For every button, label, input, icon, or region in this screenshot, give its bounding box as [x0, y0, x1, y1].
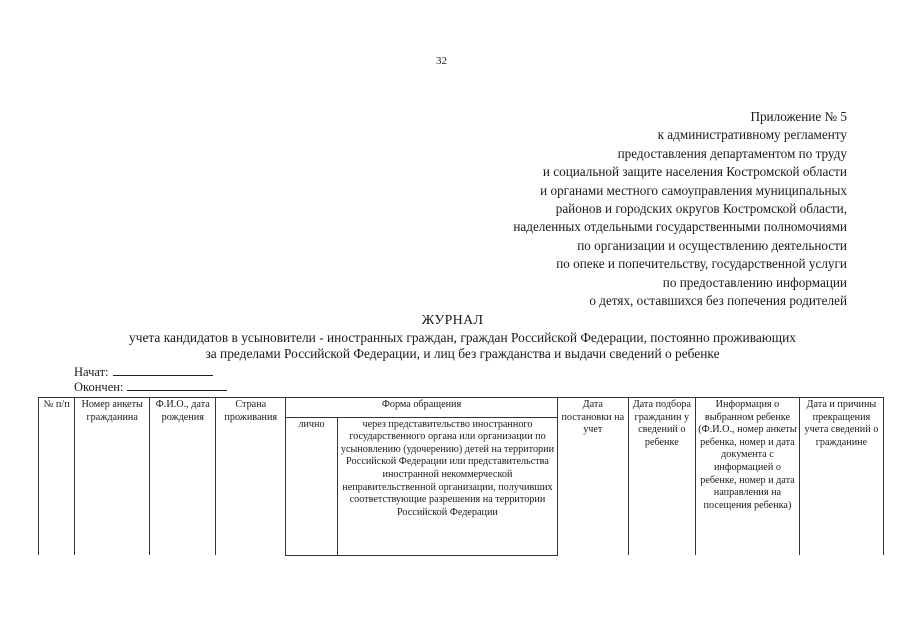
- appendix-header: [427, 108, 847, 310]
- sub-via-representative-header: через представительство иностранного государственного органа или организации по усыновлению (удочерению) детей на территории Российской Федерации или представительства иностранной некоммерческой неправительственной организации, получивших соответствующие разрешения на территории Российской Федерации: [337, 417, 557, 555]
- journal-started-blank: [113, 365, 213, 376]
- appendix-line: к административному регламенту: [657, 127, 847, 143]
- journal-started-field: [74, 365, 213, 380]
- col-name-header: Ф.И.О., дата рождения: [150, 398, 216, 556]
- col-child-info-header: Информация о выбранном ребенке (Ф.И.О., номер анкеты ребенка, номер и дата документа с информацией о ребенке, номер и дата направления на посещения ребенка): [696, 398, 800, 556]
- appendix-line: наделенных отдельными государственными полномочиями: [513, 219, 847, 235]
- appendix-line: по организации и осуществлению деятельности: [577, 237, 847, 253]
- appendix-line: предоставления департаментом по труду: [617, 145, 847, 161]
- journal-title: ЖУРНАЛ: [421, 313, 484, 328]
- journal-finished-field: [74, 380, 227, 395]
- journal-table: [38, 397, 884, 556]
- col-registration-date-header: Дата постановки на учет: [558, 398, 629, 556]
- col-number-header: № п/п: [39, 398, 75, 556]
- journal-subtitle-line: за пределами Российской Федерации, и лиц без гражданства и выдачи сведений о ребенке: [205, 345, 720, 361]
- appendix-line: по предоставлению информации: [662, 274, 847, 290]
- appendix-line: районов и городских округов Костромской области,: [555, 201, 847, 217]
- col-termination-header: Дата и причины прекращения учета сведений о гражданине: [799, 398, 883, 556]
- journal-started-label: Начат:: [74, 365, 109, 379]
- col-form-number-header: Номер анкеты гражданина: [75, 398, 150, 556]
- page-number: 32: [436, 55, 447, 67]
- table-header-row: [39, 398, 884, 418]
- journal-subtitle: [60, 330, 865, 361]
- col-selection-date-header: Дата подбора гражданин у сведений о ребенке: [628, 398, 695, 556]
- col-country-header: Страна проживания: [216, 398, 286, 556]
- appendix-line: Приложение № 5: [750, 109, 847, 124]
- appendix-line: по опеке и попечительству, государственной услуги: [556, 256, 847, 272]
- appendix-line: и органами местного самоуправления муниципальных: [540, 182, 847, 198]
- sub-in-person-header: лично: [286, 417, 338, 555]
- col-request-form-header: Форма обращения: [286, 398, 558, 418]
- appendix-line: и социальной защите населения Костромской области: [542, 164, 847, 180]
- journal-finished-label: Окончен:: [74, 380, 124, 394]
- journal-finished-blank: [127, 380, 227, 391]
- appendix-line: о детях, оставшихся без попечения родителей: [589, 293, 847, 309]
- journal-subtitle-line: учета кандидатов в усыновители - иностранных граждан, граждан Российской Федерации, постоянно проживающих: [129, 330, 796, 345]
